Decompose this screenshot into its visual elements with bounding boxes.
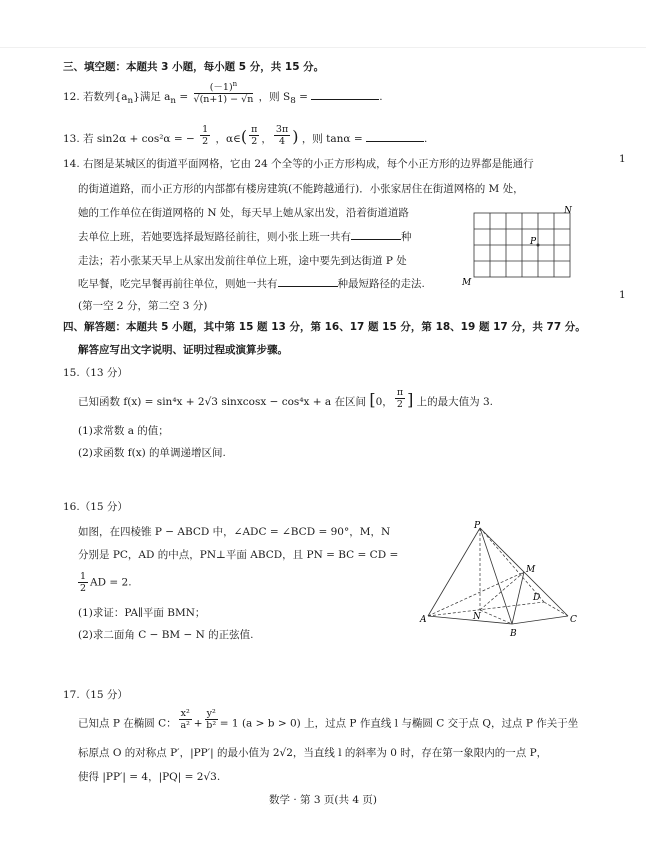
q13-frac2-den: 2 — [251, 135, 258, 147]
pyr-label-d: D — [533, 593, 541, 603]
q17-frac-y-num: y² — [206, 708, 216, 719]
q17-frac-x — [179, 708, 192, 731]
q12-fraction — [194, 79, 254, 105]
q12-answer-blank[interactable] — [311, 99, 379, 100]
q14-line4 — [78, 230, 412, 244]
q12-tail: = — [295, 91, 312, 104]
pyr-label-a: A — [420, 615, 427, 625]
q15-part1: (1)求常数 a 的值； — [78, 425, 169, 437]
q13-frac1-num: 1 — [202, 123, 209, 135]
q14-text-2: 的街道道路，而小正方形的内部都有楼房建筑(不能跨越通行)．小张家居住在街道网格的 M 处， — [78, 183, 524, 195]
q16-frac — [78, 571, 88, 594]
q14-text-5: 走法；若小张某天早上从家出发前往单位上班，途中要先到达街道 P 处 — [78, 255, 407, 267]
q16-text-2: 分别是 PC，AD 的中点，PN⊥平面 ABCD，且 PN = BC = CD = — [78, 549, 399, 561]
q16-frac-den: 2 — [80, 583, 87, 594]
page-footer: 数学 · 第 3 页(共 4 页) — [269, 794, 377, 806]
pyr-label-m: M — [526, 565, 536, 575]
q14-text-3: 她的工作单位在街道网格的 N 处，每天早上她从家出发，沿着街道道路 — [78, 207, 409, 219]
q16-line3 — [78, 571, 132, 594]
q16-part1: (1)求证：PA∥平面 BMN； — [78, 607, 206, 619]
q15-stmt-pre: 已知函数 f(x) = sin⁴x + 2√3 sinxcosx − cos⁴x + a 在区间 — [78, 396, 367, 408]
q17-frac-y — [205, 708, 218, 731]
q16-number: 16.（15 分） — [63, 501, 128, 513]
grid-label-m: M — [462, 278, 472, 287]
q14-text-7: (第一空 2 分，第二空 3 分) — [78, 300, 208, 312]
q16-part2: (2)求二面角 C − BM − N 的正弦值. — [78, 629, 254, 641]
section3-header: 三、填空题：本题共 3 小题，每小题 5 分，共 15 分。 — [63, 61, 325, 73]
q12-mid-sub: n — [170, 96, 177, 107]
q17-frac-y-den: b² — [206, 720, 217, 731]
q14-text-4: 去单位上班，若她要选择最短路径前往，则小张上班一共有 — [78, 231, 351, 243]
q14-text-1: 右图是某城区的街道平面网格，它由 24 个全等的小正方形构成，每个小正方形的边界都是能通行 — [83, 158, 534, 170]
q13-line: 13. 若 sin2α + cos²α = − $\frac{1}{2}$ ，α∈( $\frac{\pi}{2}$ ， $\frac{3\pi}{4}$ ) ，则 tanα = . — [63, 123, 428, 147]
q15-interval-0: 0， — [375, 396, 393, 408]
q13-post: ，则 tanα = — [301, 133, 366, 145]
q12-pre: 若数列{a — [83, 91, 128, 104]
pyr-label-n: N — [473, 612, 481, 622]
q14-line1 — [63, 157, 534, 171]
q17-frac-x-den: a² — [180, 720, 190, 731]
pyramid-solid-edges — [428, 528, 568, 624]
q14-number: 14. — [63, 158, 80, 170]
q12-eq: = — [176, 91, 189, 104]
q15-frac-num: π — [396, 386, 404, 398]
q15-stmt-post: 上的最大值为 3. — [416, 396, 494, 408]
q16-text-3: AD = 2. — [90, 576, 132, 589]
q13-frac1 — [200, 124, 210, 147]
point-p-dot — [537, 244, 540, 247]
q12-frac-num: (－1) — [209, 82, 233, 94]
pyramid-figure — [418, 520, 580, 640]
pyramid-hidden-edges — [428, 528, 568, 624]
q12-number: 12. — [63, 91, 80, 104]
q17-frac-x-num: x² — [180, 708, 190, 719]
q12-frac-den: √(n+1) − √n — [193, 94, 254, 106]
q12-post: ，则 S — [258, 91, 291, 104]
q17-text-2: 标原点 O 的对称点 P′，|PP′| 的最小值为 2√2，当直线 l 的斜率为 0 时，存在第一象限内的一点 P， — [78, 747, 548, 759]
grid-label-n: N — [564, 206, 572, 216]
q13-number: 13. — [63, 133, 80, 145]
q16-text-1: 如图，在四棱锥 P − ABCD 中，∠ADC = ∠BCD = 90°，M，N — [78, 526, 391, 538]
q14-line6 — [78, 277, 425, 291]
q17-text-3: 使得 |PP′| = 4，|PQ| = 2√3. — [78, 771, 221, 783]
header-divider — [0, 47, 646, 48]
q13-frac3 — [274, 124, 290, 147]
q17-text-1-pre: 已知点 P 在椭圆 C： — [78, 717, 177, 730]
street-grid-figure — [460, 205, 578, 287]
q15-part2: (2)求函数 f(x) 的单调递增区间. — [78, 447, 226, 459]
q14-text-6: 吃早餐，吃完早餐再前往单位，则她一共有 — [78, 278, 278, 290]
q12-post-sub: 8 — [290, 96, 296, 107]
q13-pre: 若 sin2α + cos²α = − — [83, 133, 195, 145]
q15-frac — [395, 387, 405, 410]
q13-frac3-den: 4 — [279, 135, 286, 147]
q12-mid: }满足 a — [133, 91, 171, 104]
q13-frac2-num: π — [251, 123, 258, 135]
q17-text-1-post: = 1 (a > b > 0) 上，过点 P 作直线 l 与椭圆 C 交于点 Q，过点 P 作关于坐 — [219, 717, 579, 730]
pyr-label-b: B — [510, 629, 517, 639]
q17-line1: 已知点 P 在椭圆 C： $\frac{\text{x²}}{\text{a²}}$ + $\frac{\text{y²}}{\text{b²}}$ = 1 (a > b > 0) 上，过点 P 作直线 l 与椭圆 C 交于点 Q，过点 P 作关于坐 — [78, 708, 579, 731]
margin-mark-1: 1 — [619, 153, 626, 165]
margin-mark-2: 1 — [619, 289, 626, 301]
q14-text-6b: 种最短路径的走法. — [337, 278, 425, 290]
q13-frac2 — [249, 124, 259, 147]
q14-text-4b: 种 — [401, 231, 412, 243]
q13-mid: ，α∈ — [215, 133, 241, 145]
pyr-label-c: C — [570, 615, 577, 625]
section4-header: 四、解答题：本题共 5 小题，其中第 15 题 13 分，第 16、17 题 15 分，第 18、19 题 17 分，共 77 分。 — [63, 321, 586, 333]
q14-blank-1[interactable] — [351, 239, 401, 240]
pyr-label-p: P — [474, 521, 481, 531]
q12-frac-num-sup: n — [232, 80, 238, 88]
q15-number: 15.（13 分） — [63, 367, 128, 379]
q14-blank-2[interactable] — [278, 286, 338, 287]
grid-lines — [474, 213, 570, 277]
q12-line: 12. 若数列$\{a_n\}$满足 $a_n$ = $\frac{(-1)^n}{√(n+1) - √n}$ ，则 $S_8$ = . — [63, 80, 383, 107]
grid-label-p: P — [530, 237, 537, 247]
q16-frac-num: 1 — [80, 571, 87, 582]
q13-frac3-num: 3π — [275, 123, 289, 135]
q13-answer-blank[interactable] — [366, 141, 424, 142]
q13-frac1-den: 2 — [202, 135, 209, 147]
q15-frac-den: 2 — [396, 398, 403, 410]
q17-number: 17.（15 分） — [63, 689, 128, 701]
section4-subheader: 解答应写出文字说明、证明过程或演算步骤。 — [78, 344, 288, 356]
q15-statement: 已知函数 f(x) = sin⁴x + 2√3 sinxcosx − cos⁴x + a 在区间 [0， $\frac{\pi}{2}$ ] 上的最大值为 3. — [78, 386, 494, 410]
q12-pre-sub: n — [127, 96, 134, 107]
